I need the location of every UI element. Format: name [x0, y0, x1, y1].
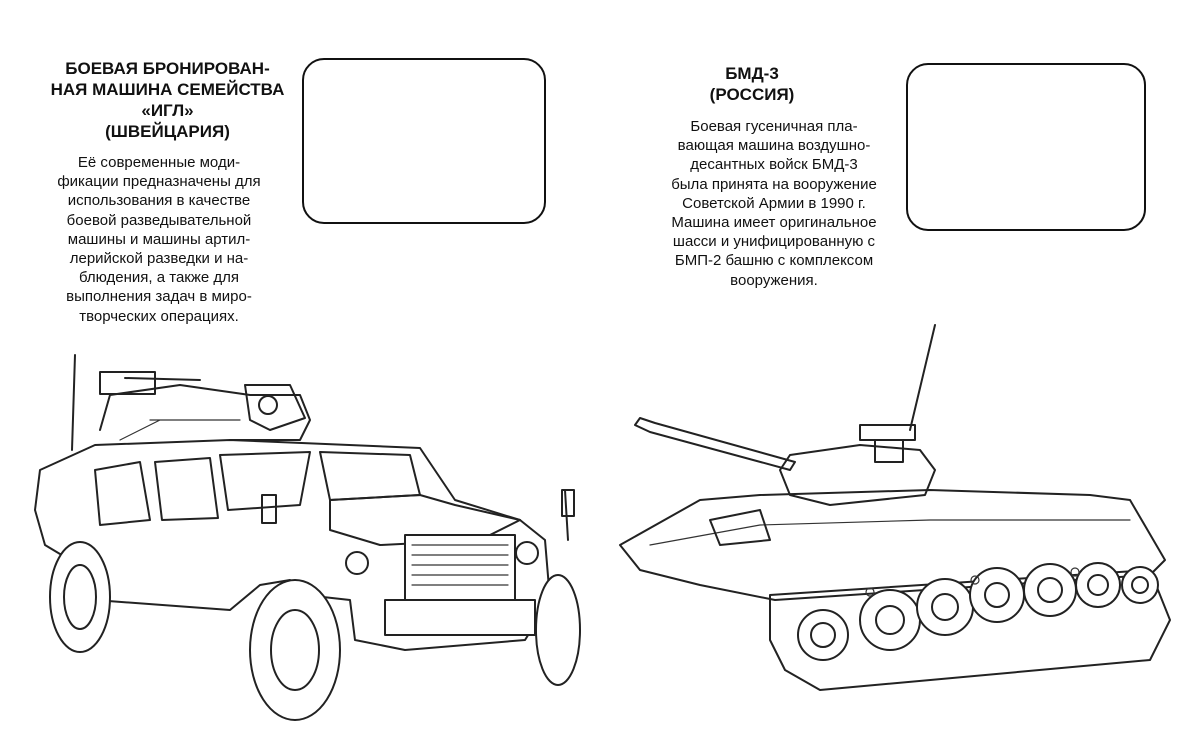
- eagle-vehicle-drawing: [35, 355, 580, 720]
- eagle-title: БОЕВАЯ БРОНИРОВАН- НАЯ МАШИНА СЕМЕЙСТВА «ИГЛ» (ШВЕЙЦАРИЯ): [50, 59, 285, 141]
- eagle-description: Её современные моди- фикации предназначены для использования в качестве боевой разведывательной машины и машины артил- лерийской разведки и на- блюдения, а также для выполнения задач в миро- творческих операциях.: [57, 154, 261, 325]
- bmd3-vehicle-drawing: [620, 325, 1170, 690]
- bmd3-description: Боевая гусеничная пла- вающая машина воздушно- десантных войск БМД-3 была принята на вооружение Советской Армии в 1990 г. Машина имеет оригинальное шасси и унифицированную с БМП-2 башню с комплексом вооружения.: [671, 118, 877, 289]
- bmd3-title: БМД-3 (РОССИЯ): [709, 64, 795, 104]
